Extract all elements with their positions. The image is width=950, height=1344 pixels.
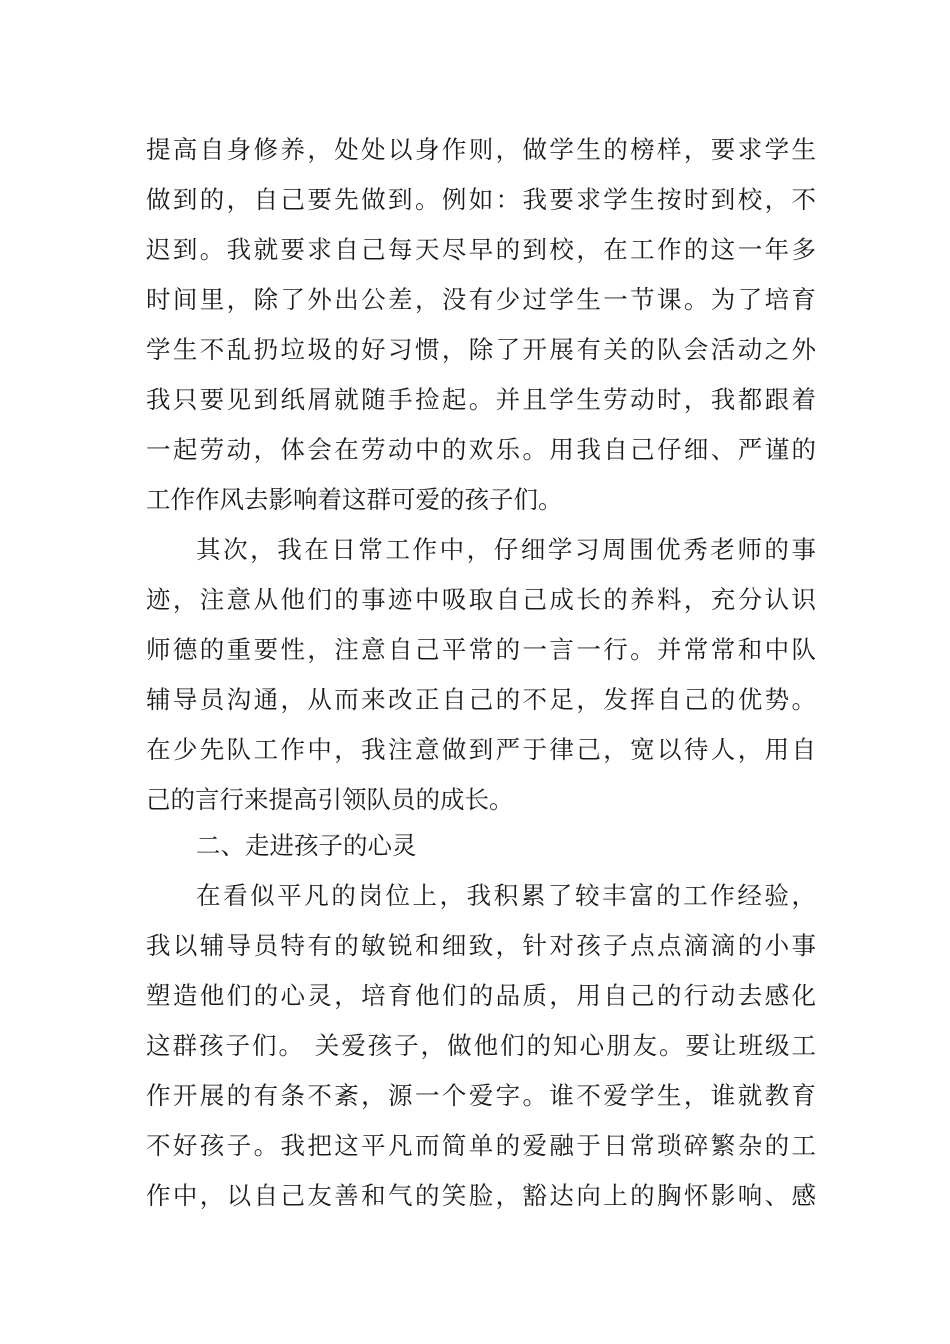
text-line: 不好孩子。我把这平凡而简单的爱融于日常琐碎繁杂的工 [146,1131,816,1160]
text-line: 时间里，除了外出公差，没有少过学生一节课。为了培育 [146,285,816,314]
text-line: 做到的，自己要先做到。例如：我要求学生按时到校，不 [146,185,816,214]
text-line: 我只要见到纸屑就随手捡起。并且学生劳动时，我都跟着 [146,385,816,414]
text-line: 提高自身修养，处处以身作则，做学生的榜样，要求学生 [146,135,816,164]
text-line: 迟到。我就要求自己每天尽早的到校，在工作的这一年多 [146,235,816,264]
text-line: 在少先队工作中，我注意做到严于律己，宽以待人，用自 [146,735,816,764]
text-line: 己的言行来提高引领队员的成长。 [146,785,514,814]
text-line: 辅导员沟通，从而来改正自己的不足，发挥自己的优势。 [146,685,816,714]
text-line: 一起劳动，体会在劳动中的欢乐。用我自己仔细、严谨的 [146,435,816,464]
text-line: 作中，以自己友善和气的笑脸，豁达向上的胸怀影响、感 [146,1181,816,1210]
text-line: 塑造他们的心灵，培育他们的品质，用自己的行动去感化 [146,981,816,1010]
text-line: 我以辅导员特有的敏锐和细致，针对孩子点点滴滴的小事 [146,931,816,960]
paragraph-first-line: 在看似平凡的岗位上，我积累了较丰富的工作经验， [196,881,816,910]
text-line: 学生不乱扔垃圾的好习惯，除了开展有关的队会活动之外 [146,335,816,364]
paragraph-first-line: 其次，我在日常工作中，仔细学习周围优秀老师的事 [196,535,816,564]
section-heading: 二、走进孩子的心灵 [196,831,417,860]
text-line: 师德的重要性，注意自己平常的一言一行。并常常和中队 [146,635,816,664]
text-line: 工作作风去影响着这群可爱的孩子们。 [146,485,563,514]
text-line: 作开展的有条不紊，源一个爱字。谁不爱学生，谁就教育 [146,1081,816,1110]
text-line: 迹，注意从他们的事迹中吸取自己成长的养料，充分认识 [146,585,816,614]
text-line: 这群孩子们。 关爱孩子，做他们的知心朋友。要让班级工 [146,1031,816,1060]
